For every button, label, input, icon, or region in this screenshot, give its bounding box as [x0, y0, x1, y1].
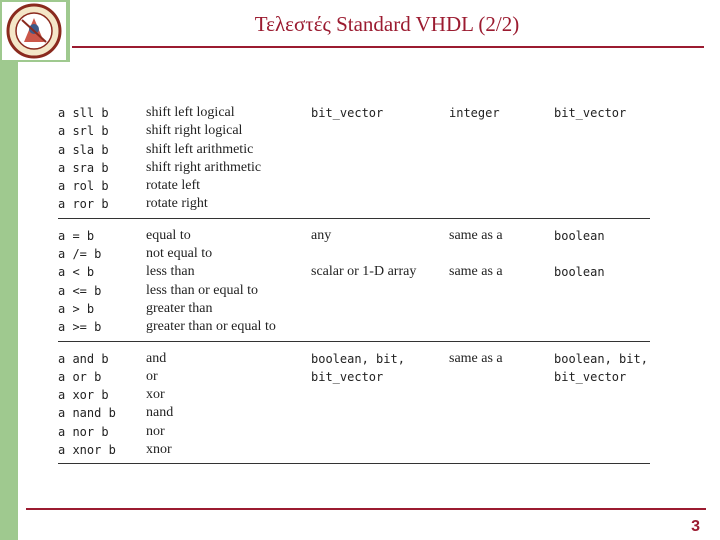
description-cell: shift right arithmetic — [146, 159, 262, 175]
result-type-cell — [554, 122, 650, 140]
description-cell: xor — [146, 387, 165, 403]
result-type-cell — [554, 159, 650, 177]
left-operand-type-cell — [311, 318, 449, 336]
right-operand-type-cell: same as a — [449, 264, 503, 280]
right-operand-type-cell — [449, 404, 554, 422]
right-operand-type-cell — [449, 159, 554, 177]
description-cell: or — [146, 368, 158, 384]
right-operand-type-cell — [449, 368, 554, 386]
right-operand-type-cell — [449, 141, 554, 159]
page-number: 3 — [691, 518, 700, 535]
operator-row — [58, 318, 650, 336]
vhdl-operators-table — [58, 104, 650, 464]
result-type-cell: boolean — [554, 228, 605, 243]
operator-row — [58, 441, 650, 459]
description-cell: rotate left — [146, 178, 201, 194]
left-operand-type-cell — [311, 300, 449, 318]
description-cell: equal to — [146, 227, 191, 243]
description-cell: greater than or equal to — [146, 319, 276, 335]
right-operand-type-cell — [449, 300, 554, 318]
right-operand-type-cell — [449, 177, 554, 195]
operator-row — [58, 159, 650, 177]
group-separator — [58, 459, 650, 464]
operator-row — [58, 423, 650, 441]
operator-row — [58, 141, 650, 159]
operator-row — [58, 177, 650, 195]
operator-cell: a rol b — [58, 179, 109, 194]
result-type-cell — [554, 245, 650, 263]
operator-row — [58, 245, 650, 263]
operator-row — [58, 386, 650, 404]
result-type-cell — [554, 282, 650, 300]
operator-cell: a nand b — [58, 406, 116, 421]
description-cell: less than or equal to — [146, 282, 258, 298]
operator-row — [58, 282, 650, 300]
operator-cell: a >= b — [58, 320, 102, 335]
operator-cell: a sll b — [58, 106, 109, 120]
operator-cell: a > b — [58, 301, 95, 316]
operator-cell: a sla b — [58, 142, 109, 157]
operator-cell: a nor b — [58, 424, 109, 439]
left-operand-type-cell — [311, 177, 449, 195]
left-operand-type-cell — [311, 282, 449, 300]
result-type-cell — [554, 404, 650, 422]
right-operand-type-cell: integer — [449, 106, 500, 120]
left-operand-type-cell — [311, 404, 449, 422]
left-operand-type-cell — [311, 245, 449, 263]
operator-row — [58, 122, 650, 140]
description-cell: less than — [146, 264, 195, 280]
right-operand-type-cell — [449, 122, 554, 140]
operator-cell: a or b — [58, 369, 102, 384]
description-cell: nand — [146, 405, 174, 421]
operator-cell: a < b — [58, 265, 95, 280]
right-operand-type-cell — [449, 441, 554, 459]
description-cell: xnor — [146, 442, 172, 458]
result-type-cell — [554, 177, 650, 195]
description-cell: shift right logical — [146, 123, 243, 139]
result-type-cell — [554, 386, 650, 404]
right-operand-type-cell — [449, 386, 554, 404]
left-operand-type-cell: any — [311, 227, 332, 243]
operator-cell: a srl b — [58, 124, 109, 139]
left-operand-type-cell — [311, 195, 449, 213]
right-operand-type-cell: same as a — [449, 227, 503, 243]
description-cell: not equal to — [146, 246, 213, 262]
result-type-cell — [554, 423, 650, 441]
left-operand-type-cell: scalar or 1-D array — [311, 264, 417, 280]
operator-row — [58, 263, 650, 281]
left-operand-type-cell — [311, 159, 449, 177]
operator-row — [58, 300, 650, 318]
right-operand-type-cell — [449, 195, 554, 213]
logo-frame — [0, 0, 70, 62]
right-operand-type-cell — [449, 245, 554, 263]
left-operand-type-cell — [311, 141, 449, 159]
description-cell: rotate right — [146, 196, 208, 212]
left-operand-type-cell: bit_vector — [311, 369, 384, 384]
result-type-cell — [554, 141, 650, 159]
operator-cell: a xnor b — [58, 443, 116, 458]
operator-row — [58, 227, 650, 245]
result-type-cell — [554, 318, 650, 336]
description-cell: greater than — [146, 300, 213, 316]
result-type-cell: boolean, bit, — [554, 351, 648, 366]
operator-row — [58, 368, 650, 386]
result-type-cell — [554, 300, 650, 318]
result-type-cell — [554, 195, 650, 213]
operator-row — [58, 104, 650, 122]
left-operand-type-cell — [311, 122, 449, 140]
slide-title: Τελεστές Standard VHDL (2/2) — [254, 12, 520, 36]
operator-cell: a ror b — [58, 197, 109, 212]
group-gap — [58, 341, 650, 350]
description-cell: shift left logical — [146, 105, 235, 120]
result-type-cell — [554, 441, 650, 459]
result-type-cell: boolean — [554, 265, 605, 280]
title-divider — [72, 46, 704, 48]
left-operand-type-cell — [311, 386, 449, 404]
left-operand-type-cell — [311, 441, 449, 459]
operator-cell: a /= b — [58, 247, 102, 262]
operator-cell: a sra b — [58, 160, 109, 175]
description-cell: shift left arithmetic — [146, 141, 254, 157]
right-operand-type-cell: same as a — [449, 350, 503, 366]
left-operand-type-cell — [311, 423, 449, 441]
left-operand-type-cell: boolean, bit, — [311, 351, 405, 366]
operator-row — [58, 404, 650, 422]
result-type-cell: bit_vector — [554, 369, 627, 384]
left-accent-bar — [0, 0, 18, 540]
right-operand-type-cell — [449, 318, 554, 336]
operator-row — [58, 195, 650, 213]
left-operand-type-cell: bit_vector — [311, 106, 384, 120]
footer-divider — [26, 508, 706, 510]
right-operand-type-cell — [449, 423, 554, 441]
operator-cell: a <= b — [58, 283, 102, 298]
right-operand-type-cell — [449, 282, 554, 300]
description-cell: and — [146, 350, 167, 366]
result-type-cell: bit_vector — [554, 106, 627, 120]
university-seal-logo — [2, 2, 66, 60]
operator-cell: a and b — [58, 351, 109, 366]
operator-row — [58, 350, 650, 368]
operator-cell: a xor b — [58, 388, 109, 403]
description-cell: nor — [146, 423, 165, 439]
operator-cell: a = b — [58, 228, 95, 243]
group-gap — [58, 218, 650, 227]
